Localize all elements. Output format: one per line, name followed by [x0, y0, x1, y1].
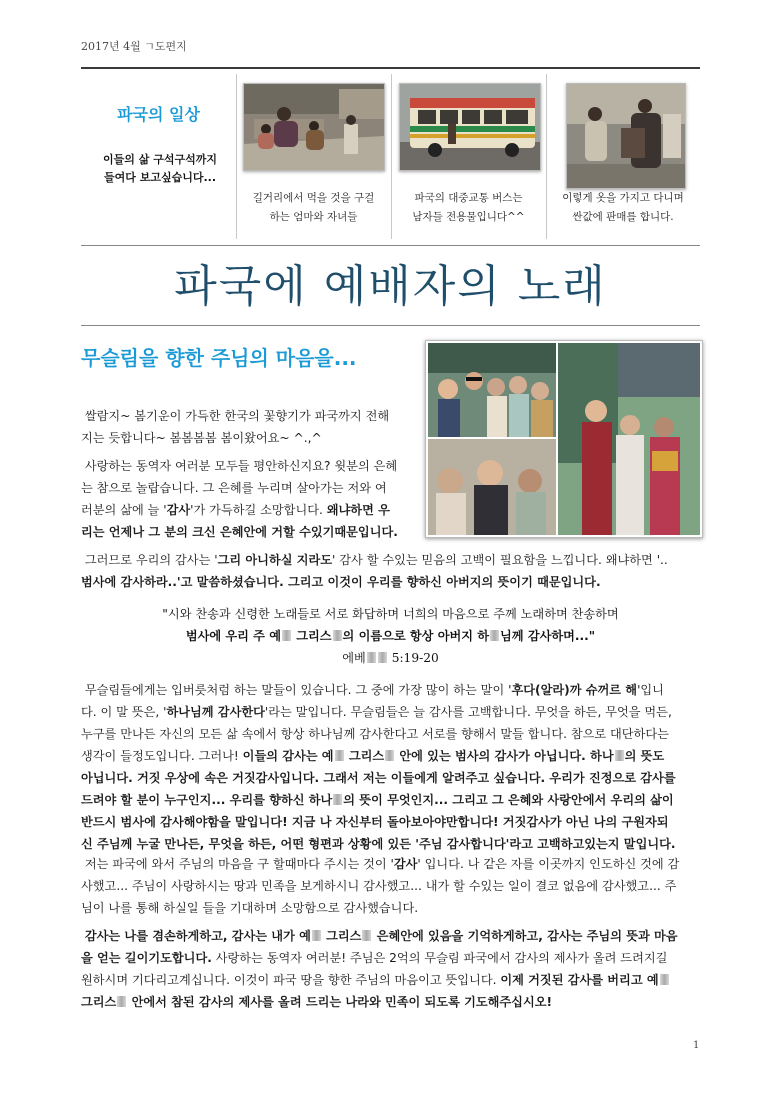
redaction-mark	[362, 930, 371, 941]
caption-bus: 파국의 대중교통 버스는 남자들 전용물입니다^^	[412, 192, 525, 223]
photo-cell-beggars	[236, 68, 391, 245]
paragraph-greeting: 쌀람지~ 봄기운이 가득한 한국의 꽃향기가 파국까지 전해 지는 듯합니다~ 봄봄봄봄 봄이왔어요~ ^.,^	[81, 409, 390, 445]
redaction-mark	[378, 652, 387, 663]
redaction-mark	[385, 750, 394, 761]
redaction-mark	[333, 630, 342, 641]
photo-strip	[81, 68, 700, 245]
photo-street-beggars	[243, 83, 385, 171]
redaction-mark	[367, 652, 376, 663]
collage-photo-closeup	[428, 439, 556, 535]
collage-photo-women	[558, 343, 700, 535]
strip-intro	[81, 68, 236, 245]
section-title: 무슬림을 향한 주님의 마음을...	[81, 346, 357, 370]
page-number: 1	[693, 1040, 700, 1051]
section-rule	[81, 245, 700, 246]
strip-description: 이들의 삶 구석구석까지 들여다 보고싶습니다...	[103, 153, 217, 184]
redaction-mark	[333, 794, 342, 805]
paragraph-thanks: 그러므로 우리의 감사는 '그리 아니하실 지라도' 감사 할 수있는 믿음의 고백이 필요함을 느낍니다. 왜냐하면 '.. 범사에 감사하라..'고 말씀하셨습니다. 그리고 이것이 우리를 향하신 아버지의 뜻이기 때문입니다.	[81, 553, 668, 589]
header-date: 2017년 4월 ㄱ도편지	[81, 40, 187, 53]
scripture-quote: "시와 찬송과 신령한 노래들로 서로 화답하며 너희의 마음으로 주께 노래하며 찬송하며 범사에 우리 주 예 그리스 의 이름으로 항상 아버지 하 님께 감사하며..." 에베 5:19-20	[162, 607, 619, 665]
paragraph-testimony: 저는 파국에 와서 주님의 마음을 구 할때마다 주시는 것이 '감사' 입니다. 나 같은 자를 이곳까지 인도하신 것에 감 사했고... 주님이 사랑하시는 땅과 민족을 보게하시니 감사했고... 내가 할 수있는 일이 결코 없음에 감사했고... 주 님이 나를 통해 하실일 들을 기대하며 소망함으로 감사했습니다.	[81, 857, 680, 915]
paragraph-prayer-request: 감사는 나를 겸손하게하고, 감사는 내가 예 그리스 은혜안에 있음을 기억하게하고, 감사는 주님의 뜻과 마음 을 얻는 길이기도합니다. 사랑하는 동역자 여러분! 주님은 2억의 무슬림 파국에서 감사의 제사가 올려 드려지길 원하시며 기다리고계십니다. 이것이 파국 땅을 향한 주님의 마음이고 뜻입니다. 이제 거짓된 감사를 버리고 예 그리스 안에서 참된 감사의 제사를 올려 드리는 나라와 민족이 되도록 기도해주십시오!	[81, 929, 678, 1009]
redaction-mark	[282, 630, 291, 641]
redaction-mark	[335, 750, 344, 761]
photo-collage	[425, 340, 703, 538]
main-title: 파국에 예배자의 노래	[174, 261, 607, 312]
photo-cell-clothes	[546, 68, 700, 245]
redaction-mark	[117, 996, 126, 1007]
photo-cell-bus	[391, 68, 546, 245]
strip-title: 파국의 일상	[117, 105, 200, 124]
paragraph-peace: 사랑하는 동역자 여러분 모두들 평안하신지요? 윗분의 은혜 는 참으로 놀랍습니다. 그 은혜를 누리며 살아가는 저와 여 러분의 삶에 늘 '감사'가 가득하길 소망합니다. 왜냐하면 우 리는 언제나 그 분의 크신 은혜안에 거할 수있기때문입니다.	[81, 459, 398, 539]
photo-clothes-seller	[566, 83, 686, 189]
redaction-mark	[490, 630, 499, 641]
photo-bus	[399, 83, 541, 171]
caption-beggars: 길거리에서 먹을 것을 구걸 하는 엄마와 자녀들	[252, 192, 375, 223]
paragraph-muslim-gratitude: 무슬림들에게는 입버릇처럼 하는 말들이 있습니다. 그 중에 가장 많이 하는 말이 '후다(알라)까 슈꺼르 해'입니 다. 이 말 뜻은, '하나님께 감사한다'라는 말입니다. 무슬림들은 늘 감사를 고백합니다. 무엇을 하든, 무엇을 먹든, 누구를 만나든 자신의 모든 삶 속에서 항상 하나님께 감사한다고 서로를 향해서 말들 합니다. 참으로 대단하다는 생각이 들정도입니다. 그러나! 이들의 감사는 예 그리스 안에 있는 범사의 감사가 아닙니다. 하나 의 뜻도 아닙니다. 거짓 우상에 속은 거짓감사입니다. 그래서 저는 이들에게 알려주고 싶습니다. 우리가 진정으로 감사를 드려야 할 분이 누구인지... 우리를 향하신 하나 의 뜻이 무엇인지... 그리고 그 은혜와 사랑안에서 우리의 삶이 반드시 범사에 감사해야함을 말입니다! 지금 나 자신부터 돌아보아야만합니다! 거짓감사가 아닌 나의 구원자되 신 주님께 누굴 만나든, 무엇을 하든, 어떤 형편과 상황에 있든 '주님 감사합니다'라고 고백하고있는지 말입니다.	[81, 683, 676, 851]
redaction-mark	[312, 930, 321, 941]
redaction-mark	[660, 974, 669, 985]
collage-photo-group-selfie	[428, 343, 556, 437]
redaction-mark	[615, 750, 624, 761]
section-rule	[81, 325, 700, 326]
caption-clothes: 이렇게 옷을 가지고 다니며 싼값에 판매를 합니다.	[562, 192, 684, 223]
